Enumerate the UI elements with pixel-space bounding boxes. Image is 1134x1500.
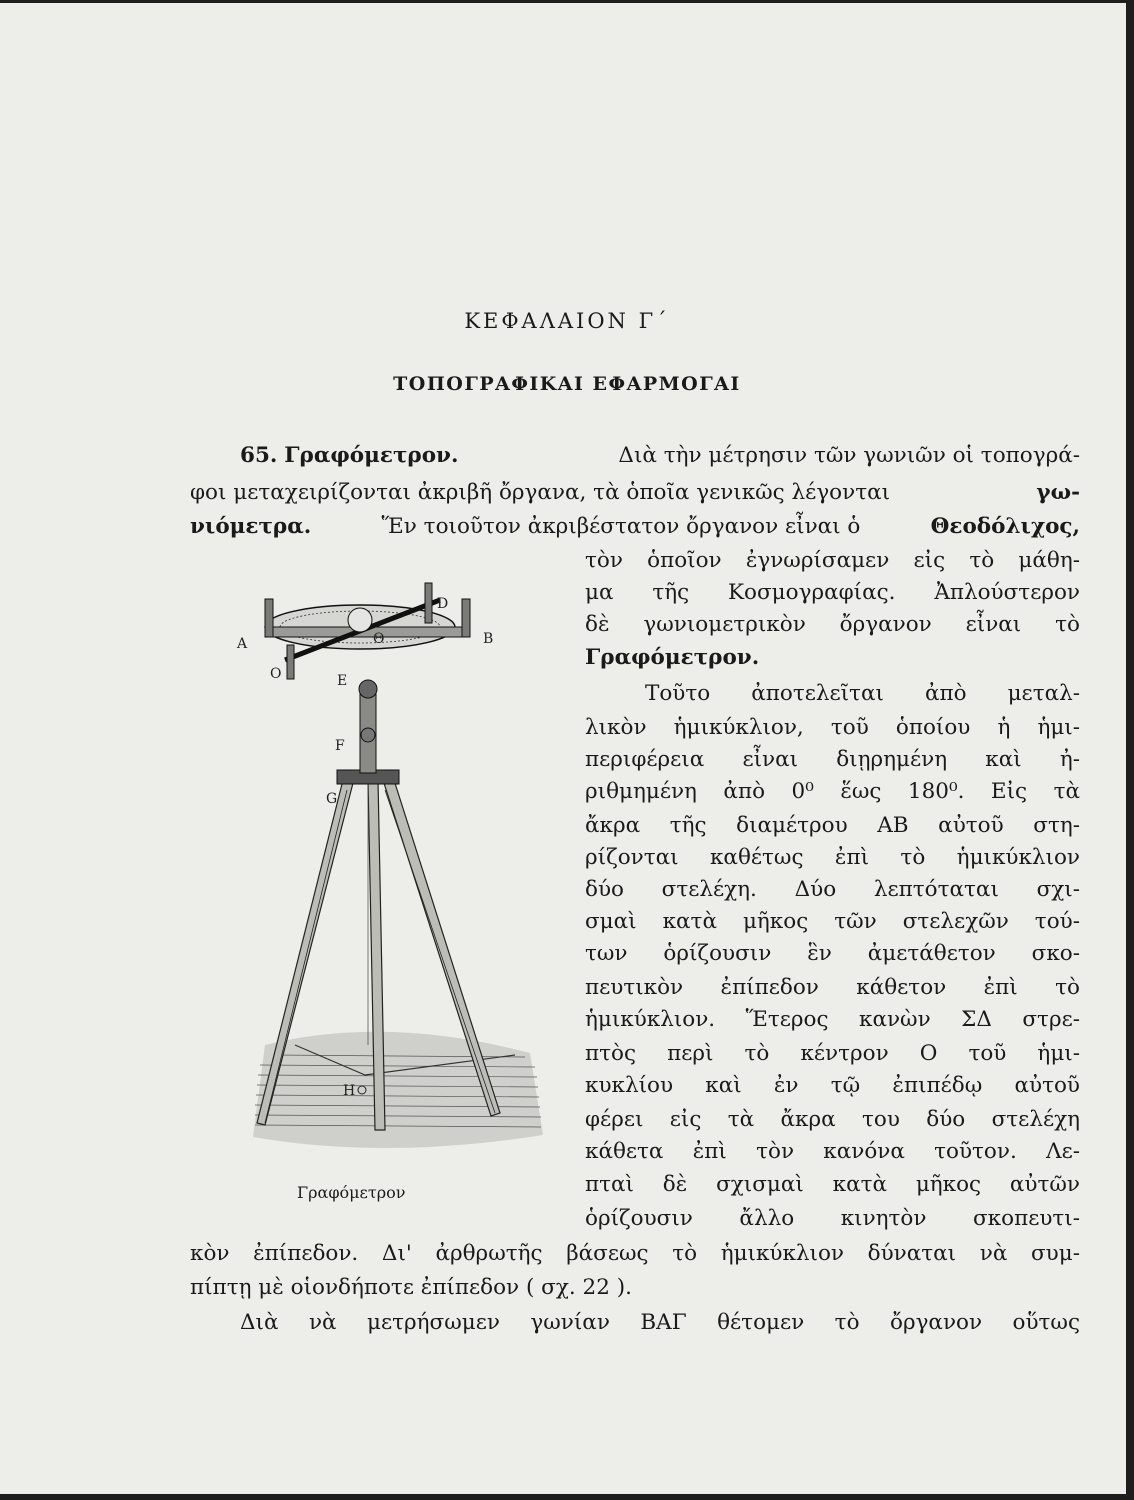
sight-vane-d [425, 583, 432, 623]
paragraph-2-line: σμαὶ κατὰ μῆκος τῶν στελεχῶν τού- [585, 909, 1080, 934]
center-compass [348, 608, 372, 632]
paragraph-2-line: ρίζονται καθέτως ἐπὶ τὸ ἡμικύκλιον [585, 845, 1080, 870]
paragraph-2-line: ὁρίζουσιν ἄλλο κινητὸν σκοπευτι- [585, 1206, 1080, 1231]
paragraph-2-line: περιφέρεια εἶναι διῃρημένη καὶ ἠ- [585, 747, 1080, 772]
section-number: 65. [240, 443, 278, 468]
sight-vane-o [287, 645, 294, 679]
paragraph-1-line-2 [190, 478, 1080, 508]
graphometer-figure [225, 575, 555, 1205]
paragraph-2-line: ριθμημένη ἀπὸ 0⁰ ἕως 180⁰. Εἰς τὰ [585, 779, 1080, 804]
label-g: G [326, 791, 338, 807]
label-f: F [335, 738, 345, 754]
text-segment: Ἕν τοιοῦτον ἀκριβέστατον ὄργανον εἶναι ὁ [381, 514, 861, 539]
term-graphometer: Γραφόμετρον. [585, 645, 760, 670]
paragraph-2-line: κάθετα ἐπὶ τὸν κανόνα τοῦτον. Λε- [585, 1139, 1080, 1164]
text-segment: Διὰ τὴν μέτρησιν τῶν γωνιῶν οἱ τοπογρά- [618, 443, 1080, 468]
scan-edge-bottom [0, 1494, 1134, 1500]
text-segment-bold: γω- [1036, 480, 1080, 505]
paragraph-2-line: ἡμικύκλιον. Ἕτερος κανὼν ΣΔ στρε- [585, 1007, 1080, 1032]
term-theodolite: Θεοδόλιχος, [930, 514, 1080, 539]
paragraph-2-line: πίπτῃ μὲ οἱονδήποτε ἐπίπεδον ( σχ. 22 ). [190, 1275, 632, 1300]
paragraph-1-line-5: μα τῆς Κοσμογραφίας. Ἀπλούστερον [585, 580, 1080, 605]
paragraph-1-line-3 [190, 512, 1080, 542]
text-segment: φοι μεταχειρίζονται ἀκριβῆ ὄργανα, τὰ ὁποῖα γενικῶς λέγονται [190, 480, 891, 505]
sight-vane-b [462, 599, 470, 637]
paragraph-2-line: κὸν ἐπίπεδον. Δι' ἀρθρωτῆς βάσεως τὸ ἡμικύκλιον δύναται νὰ συμ- [190, 1241, 1080, 1266]
paragraph-2-line: φέρει εἰς τὰ ἄκρα του δύο στελέχη [585, 1107, 1080, 1132]
sight-vane-a [265, 599, 273, 637]
paragraph-2-line: λικὸν ἡμικύκλιον, τοῦ ὁποίου ἡ ἡμι- [585, 715, 1080, 740]
figure-caption: Γραφόμετρον [297, 1183, 406, 1202]
scan-edge-right [1126, 0, 1134, 1500]
label-theta: Θ [373, 631, 385, 647]
scan-edge-top [0, 0, 1126, 3]
paragraph-1-line-4: τὸν ὁποῖον ἐγνωρίσαμεν εἰς τὸ μάθη- [585, 548, 1080, 573]
term-goniometra: νιόμετρα. [190, 514, 312, 539]
chapter-heading: ΚΕΦΑΛΑΙΟΝ Γ΄ [464, 309, 670, 333]
label-b: B [483, 631, 494, 647]
paragraph-1-line-6: δὲ γωνιομετρικὸν ὄργανον εἶναι τὸ [585, 612, 1080, 637]
label-d: D [437, 596, 449, 612]
paragraph-2-line: των ὁρίζουσιν ἓν ἀμετάθετον σκο- [585, 941, 1080, 966]
paragraph-2-line: πταὶ δὲ σχισμαὶ κατὰ μῆκος αὐτῶν [585, 1172, 1080, 1197]
label-o: O [270, 666, 282, 682]
paragraph-2-line: Τοῦτο ἀποτελεῖται ἀπὸ μεταλ- [645, 681, 1080, 706]
section-title: ΤΟΠΟΓΡΑΦΙΚΑΙ ΕΦΑΡΜΟΓΑΙ [393, 373, 741, 395]
paragraph-2-line: πτὸς περὶ τὸ κέντρον Ο τοῦ ἡμι- [585, 1041, 1080, 1066]
label-e: E [337, 673, 348, 689]
paragraph-2-line: δύο στελέχη. Δύο λεπτόταται σχι- [585, 877, 1080, 902]
paragraph-2-line: πευτικὸν ἐπίπεδον κάθετον ἐπὶ τὸ [585, 975, 1080, 1000]
label-h: H [343, 1083, 356, 1099]
section-heading: Γραφόμετρον. [284, 443, 459, 468]
ball-joint [359, 680, 377, 698]
ground-hatching [253, 1032, 543, 1148]
graphometer-illustration [225, 575, 555, 1205]
paragraph-2-line: κυκλίου καὶ ἐν τῷ ἐπιπέδῳ αὐτοῦ [585, 1073, 1080, 1098]
paragraph-3-line: Διὰ νὰ μετρήσωμεν γωνίαν ΒΑΓ θέτομεν τὸ ὄργανον οὕτως [240, 1310, 1080, 1335]
paragraph-1-line-1 [240, 441, 1080, 471]
label-a: A [237, 636, 248, 652]
paragraph-2-line: ἄκρα τῆς διαμέτρου ΑΒ αὐτοῦ στη- [585, 813, 1080, 838]
clamp-knob [361, 728, 375, 742]
